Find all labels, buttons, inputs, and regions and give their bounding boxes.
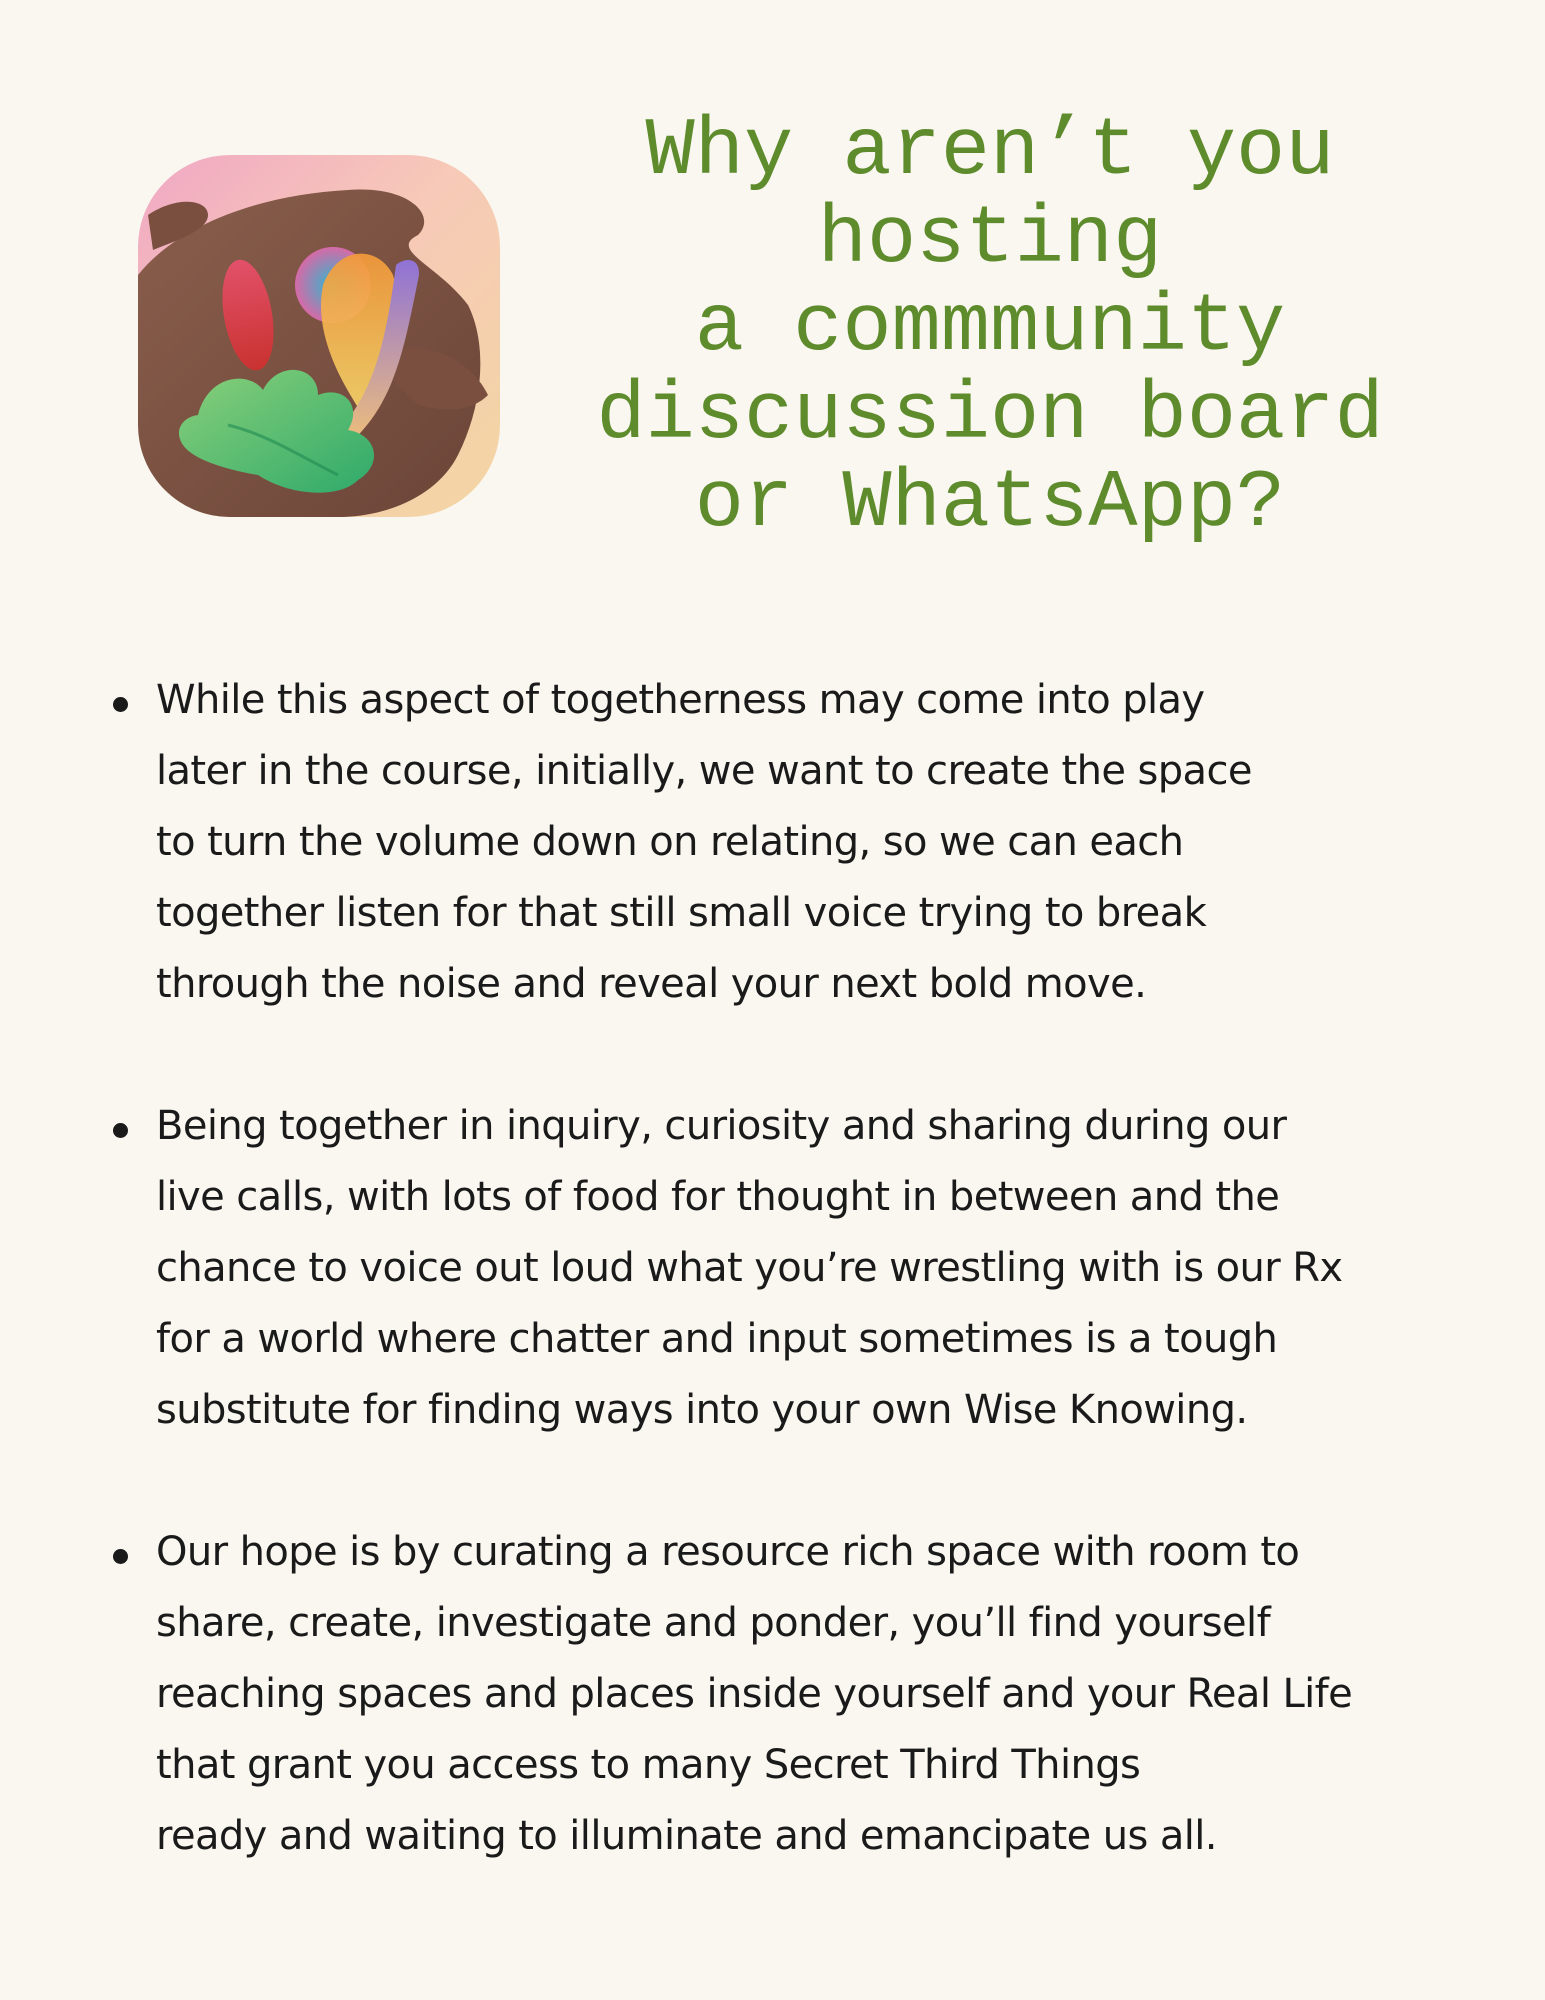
bullet-list [110,665,1510,1943]
bullet-line: substitute for finding ways into your own Wise Knowing. [156,1387,1248,1433]
bullet-item [110,1091,1510,1446]
bullet-dot-icon [113,1549,128,1564]
bullet-text [156,665,1510,1020]
bullet-dot-icon [113,697,128,712]
hand-with-paper-shapes-image [138,155,500,517]
bullet-line: reaching spaces and places inside yourself and your Real Life [156,1671,1353,1717]
title-line: discussion board [596,369,1384,462]
bullet-line: Our hope is by curating a resource rich space with room to [156,1529,1300,1575]
bullet-line: While this aspect of togetherness may come into play [156,677,1205,723]
title-line: Why aren’t you [645,105,1335,198]
bullet-line: that grant you access to many Secret Third Things [156,1742,1141,1788]
bullet-line: live calls, with lots of food for thought in between and the [156,1174,1280,1220]
bullet-dot-icon [113,1123,128,1138]
title-line: or WhatsApp? [694,457,1286,550]
title-line: a commmunity [694,281,1286,374]
title-line: hosting [817,193,1163,286]
bullet-text [156,1517,1510,1872]
bullet-text [156,1091,1510,1446]
bullet-item [110,1517,1510,1872]
bullet-item [110,665,1510,1020]
bullet-line: later in the course, initially, we want to create the space [156,748,1252,794]
bullet-line: together listen for that still small voice trying to break [156,890,1207,936]
bullet-line: to turn the volume down on relating, so we can each [156,819,1184,865]
bullet-line: through the noise and reveal your next bold move. [156,961,1147,1007]
bullet-line: share, create, investigate and ponder, you’ll find yourself [156,1600,1271,1646]
page-title [540,105,1440,550]
bullet-line: Being together in inquiry, curiosity and sharing during our [156,1103,1287,1149]
bullet-line: for a world where chatter and input sometimes is a tough [156,1316,1278,1362]
bullet-line: ready and waiting to illuminate and emancipate us all. [156,1813,1217,1859]
bullet-line: chance to voice out loud what you’re wrestling with is our Rx [156,1245,1343,1291]
